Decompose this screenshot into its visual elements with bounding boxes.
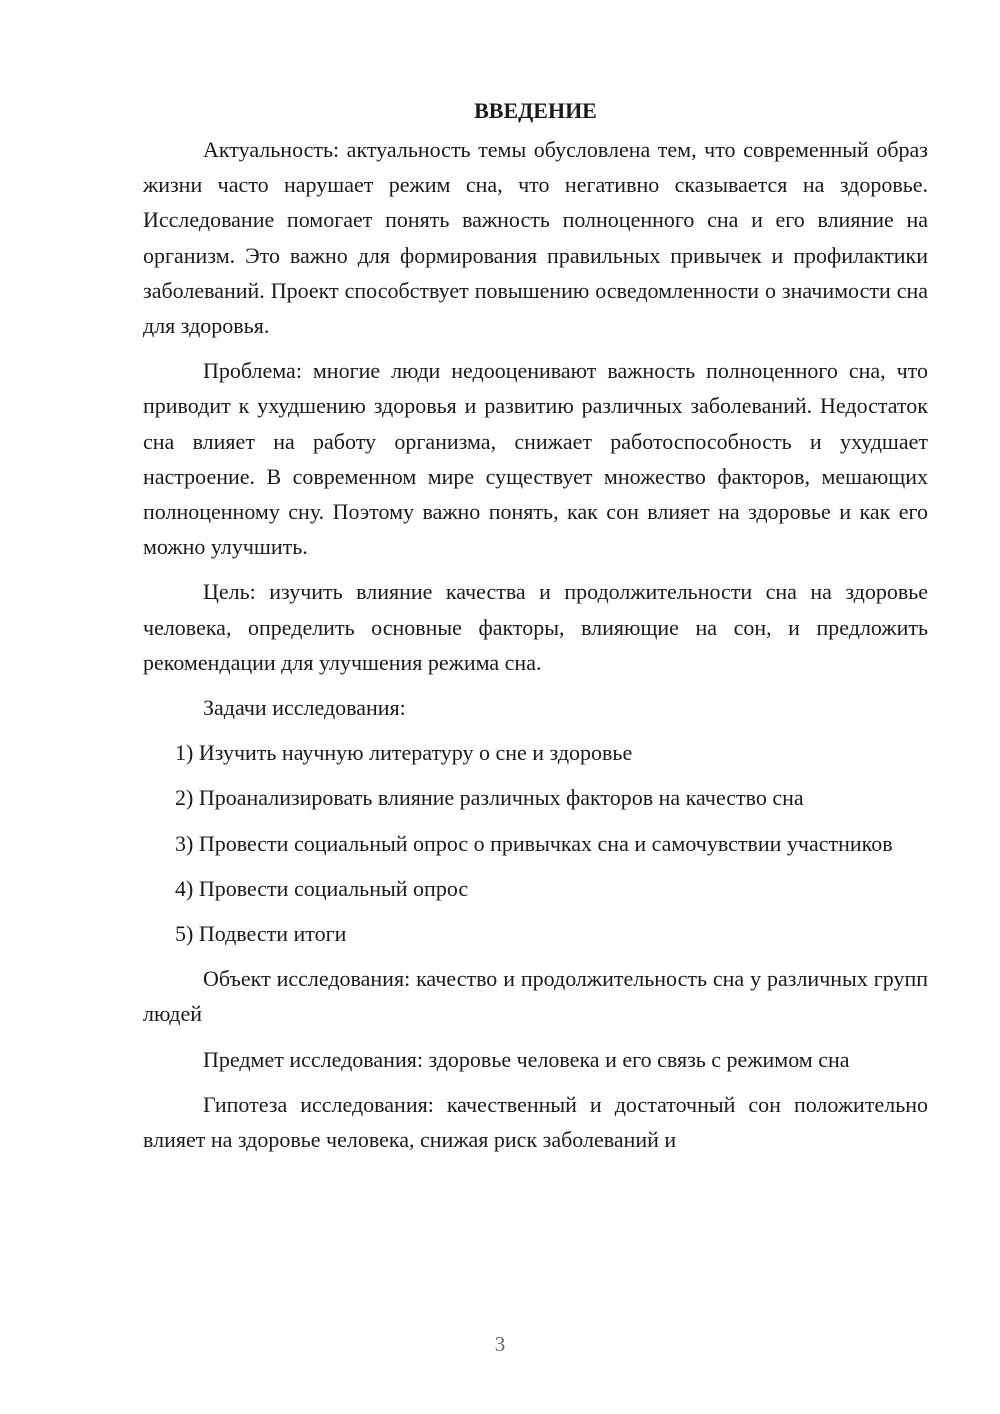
goal-paragraph: Цель: изучить влияние качества и продолжительности сна на здоровье человека, определить основные факторы, влияющие на сон, и предложить рекомендации для улучшения режима сна. [143,579,928,675]
document-page [143,94,928,1167]
task-item-5: 5) Подвести итоги [175,921,347,947]
task-item-2: 2) Проанализировать влияние различных факторов на качество сна [175,785,804,811]
relevance-paragraph: Актуальность: актуальность темы обусловлена тем, что современный образ жизни часто нарушает режим сна, что негативно сказывается на здоровье. Исследование помогает понять важность полноценного сна и его влияние на организм. Это важно для формирования правильных привычек и профилактики заболеваний. Проект способствует повышению осведомленности о значимости сна для здоровья. [143,137,928,339]
page-number: 3 [494,1332,506,1356]
hypothesis-paragraph: Гипотеза исследования: качественный и достаточный сон положительно влияет на здоровье человека, снижая риск заболеваний и [143,1091,928,1153]
task-item-3: 3) Провести социальный опрос о привычках сна и самочувствии участников [175,830,893,856]
tasks-title: Задачи исследования: [203,695,406,721]
section-heading: ВВЕДЕНИЕ [474,98,597,123]
task-item-4: 4) Провести социальный опрос [175,875,469,901]
problem-paragraph: Проблема: многие люди недооценивают важность полноценного сна, что приводит к ухудшению здоровья и развитию различных заболеваний. Недостаток сна влияет на работу организма, снижает работоспособность и ухудшает настроение. В современном мире существует множество факторов, мешающих полноценному сну. Поэтому важно понять, как сон влияет на здоровье и как его можно улучшить. [143,358,928,560]
task-item-1: 1) Изучить научную литературу о сне и здоровье [175,740,633,766]
subject-paragraph: Предмет исследования: здоровье человека и его связь с режимом сна [203,1046,850,1072]
object-paragraph: Объект исследования: качество и продолжительность сна у различных групп людей [143,966,928,1027]
